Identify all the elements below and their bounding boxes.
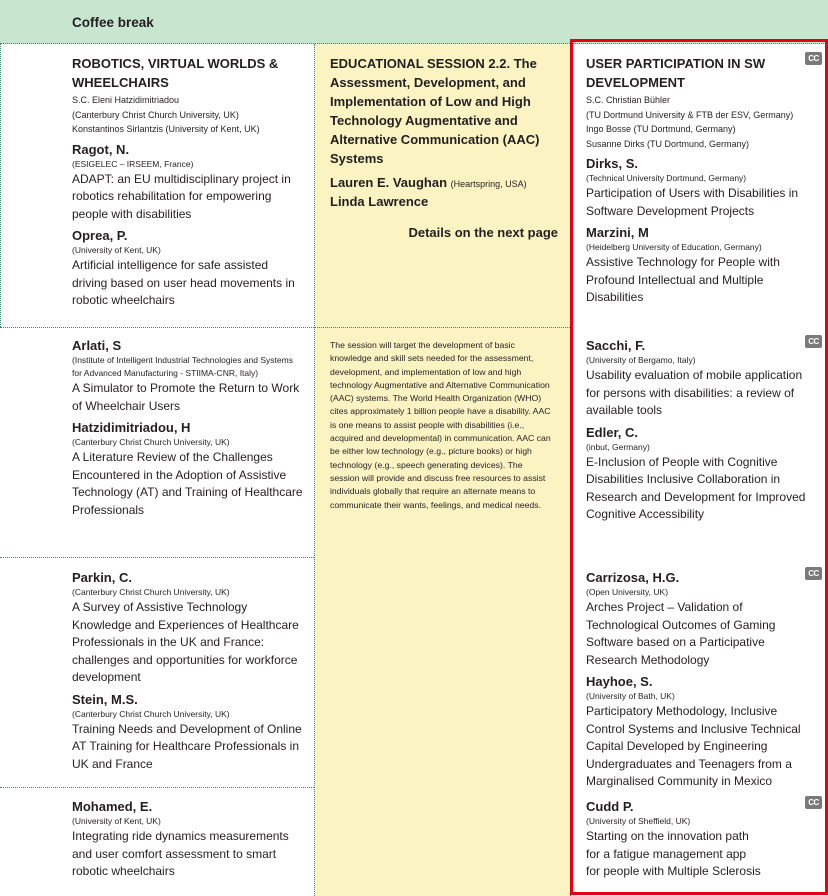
session-co-chair: Konstantinos Sirlantzis (University of Kent, UK) — [72, 124, 260, 134]
paper-title: A Survey of Assistive Technology Knowledge and Experiences of Healthcare Professionals in the UK and France: challenges and opportunities for workforce development — [72, 600, 299, 684]
author-affiliation: (University of Sheffield, UK) — [586, 816, 691, 826]
left-edge-line — [0, 44, 1, 327]
speaker — [330, 174, 558, 193]
author-affiliation: (Technical University Dortmund, Germany) — [586, 173, 747, 183]
paper-title: A Simulator to Promote the Return to Work of Wheelchair Users — [72, 381, 300, 413]
column-divider-left — [314, 44, 315, 896]
session-user-participation-part-2 — [586, 333, 816, 524]
paper-title: Integrating ride dynamics measurements and user comfort assessment to smart robotic wheelchairs — [72, 829, 289, 878]
session-chair: S.C. Christian Bühler — [586, 95, 671, 105]
session-robotics-part-3 — [72, 565, 304, 773]
paper-title: Participation of Users with Disabilities in Software Development Projects — [586, 186, 799, 218]
author-affiliation: (University of Kent, UK) — [72, 245, 161, 255]
session-co-chair: Susanne Dirks (TU Dortmund, Germany) — [586, 138, 750, 149]
paper-title: Starting on the innovation path for a fatigue management app for people with Multiple Sclerosis — [586, 829, 761, 878]
paper-title: E-Inclusion of People with Cognitive Disabilities Inclusive Collaboration in Research and Development for Improved Cognitive Accessibility — [586, 454, 806, 521]
speaker-name: Linda Lawrence — [330, 194, 429, 209]
author-name: Sacchi, F. — [586, 338, 646, 353]
author-name: Marzini, M — [586, 225, 649, 240]
author-name: Parkin, C. — [72, 570, 132, 585]
row-divider — [315, 327, 570, 328]
row-divider — [0, 327, 314, 328]
paper-title: Participatory Methodology, Inclusive Control Systems and Inclusive Technical Capital Developed by Engineering Undergraduates and Teenagers from a Marginalised Community in Mexico — [586, 704, 801, 788]
row-divider — [0, 557, 314, 558]
paper-title: Assistive Technology for People with Profound Intellectual and Multiple Disabilities — [586, 255, 780, 304]
author-affiliation: (Heidelberg University of Education, Germany) — [586, 242, 762, 252]
author-affiliation: (University of Bergamo, Italy) — [586, 355, 696, 365]
session-robotics-part-4 — [72, 794, 304, 881]
author-name: Arlati, S — [72, 338, 122, 353]
author-name: Carrizosa, H.G. — [586, 570, 680, 585]
author-name: Hayhoe, S. — [586, 674, 653, 689]
educational-session-description-block — [330, 339, 554, 512]
author-name: Ragot, N. — [72, 141, 130, 157]
educational-session-title: EDUCATIONAL SESSION 2.2. The Assessment, Development, and Implementation of Low and High Technology Augmentative and Alternative Communication (AAC) Systems — [330, 56, 540, 166]
coffee-break-label: Coffee break — [72, 15, 154, 30]
paper-title: A Literature Review of the Challenges Encountered in the Adoption of Assistive Technology (AT) and Training of Healthcare Professionals — [72, 450, 303, 517]
session-chair-affiliation: (Canterbury Christ Church University, UK) — [72, 109, 239, 120]
author-name: Mohamed, E. — [72, 799, 153, 814]
author-affiliation: (Institute of Intelligent Industrial Technologies and Systems for Advanced Manufacturing - STIIMA-CNR, Italy) — [72, 355, 293, 378]
paper-title: Training Needs and Development of Online AT Training for Healthcare Professionals in UK and France — [72, 721, 302, 771]
speaker-name: Lauren E. Vaughan — [330, 175, 448, 190]
session-chair-affiliation: (TU Dortmund University & FTB der ESV, Germany) — [586, 109, 794, 120]
author-affiliation: (University of Bath, UK) — [586, 691, 675, 701]
session-robotics-part-2 — [72, 333, 304, 519]
speaker-organisation: (Heartspring, USA) — [450, 179, 527, 189]
author-name: Dirks, S. — [586, 156, 639, 171]
details-next-page: Details on the next page — [408, 225, 558, 240]
author-affiliation: (Canterbury Christ Church University, UK) — [72, 708, 230, 719]
session-user-participation — [586, 54, 802, 307]
author-affiliation: (Open University, UK) — [586, 587, 669, 597]
author-name: Stein, M.S. — [72, 691, 138, 707]
educational-session-description: The session will target the development of basic knowledge and skill sets needed for the assessment, development, and implementation of low and high technology Augmentative and Alternative Communication (AAC) systems. The World Health Organization (WHO) cites approximately 1 billion people have a disability. AAC is one means to assist people with disabilities (i.e., acquired and developmental) in communication. AAC can be either low technology (e.g., picture books) or high technology (e.g., speech generating devices). The session will provide and discuss free resources to assist individuals globally that require an alternate means to communicate their wants, feelings, and medical needs. — [330, 340, 551, 510]
educational-session — [330, 54, 558, 240]
session-title: USER PARTICIPATION IN SW DEVELOPMENT — [586, 56, 766, 90]
paper-title: ADAPT: an EU multidisciplinary project in robotics rehabilitation for empowering people with disabilities — [72, 171, 291, 221]
author-affiliation: (Canterbury Christ Church University, UK) — [72, 437, 230, 447]
session-user-participation-part-4 — [586, 794, 761, 881]
author-affiliation: (Canterbury Christ Church University, UK) — [72, 587, 230, 597]
row-divider — [0, 787, 314, 788]
closed-captions-icon: CC — [805, 567, 822, 580]
author-affiliation: (University of Kent, UK) — [72, 816, 161, 826]
closed-captions-icon: CC — [805, 52, 822, 65]
paper-title: Arches Project – Validation of Technological Outcomes of Gaming Software based on a Participative Research Methodology — [586, 600, 776, 667]
closed-captions-icon: CC — [805, 796, 822, 809]
author-name: Edler, C. — [586, 424, 639, 440]
author-name: Hatzidimitriadou, H — [72, 420, 191, 435]
session-title: ROBOTICS, VIRTUAL WORLDS & WHEELCHAIRS — [72, 56, 279, 90]
closed-captions-icon: CC — [805, 335, 822, 348]
session-robotics — [72, 54, 304, 310]
author-name: Oprea, P. — [72, 228, 128, 243]
author-affiliation: (ESIGELEC – IRSEEM, France) — [72, 158, 194, 169]
author-name: Cudd P. — [586, 799, 634, 814]
author-affiliation: (inbut, Germany) — [586, 441, 650, 452]
paper-title: Artificial intelligence for safe assisted driving based on user head movements in robotic wheelchairs — [72, 258, 295, 307]
coffee-break-banner — [0, 0, 828, 44]
session-user-participation-part-3 — [586, 565, 816, 791]
session-co-chair: Ingo Bosse (TU Dortmund, Germany) — [586, 124, 736, 134]
session-chair: S.C. Eleni Hatzidimitriadou — [72, 95, 180, 105]
paper-title: Usability evaluation of mobile application for persons with disabilities: a review of available tools — [586, 368, 803, 417]
